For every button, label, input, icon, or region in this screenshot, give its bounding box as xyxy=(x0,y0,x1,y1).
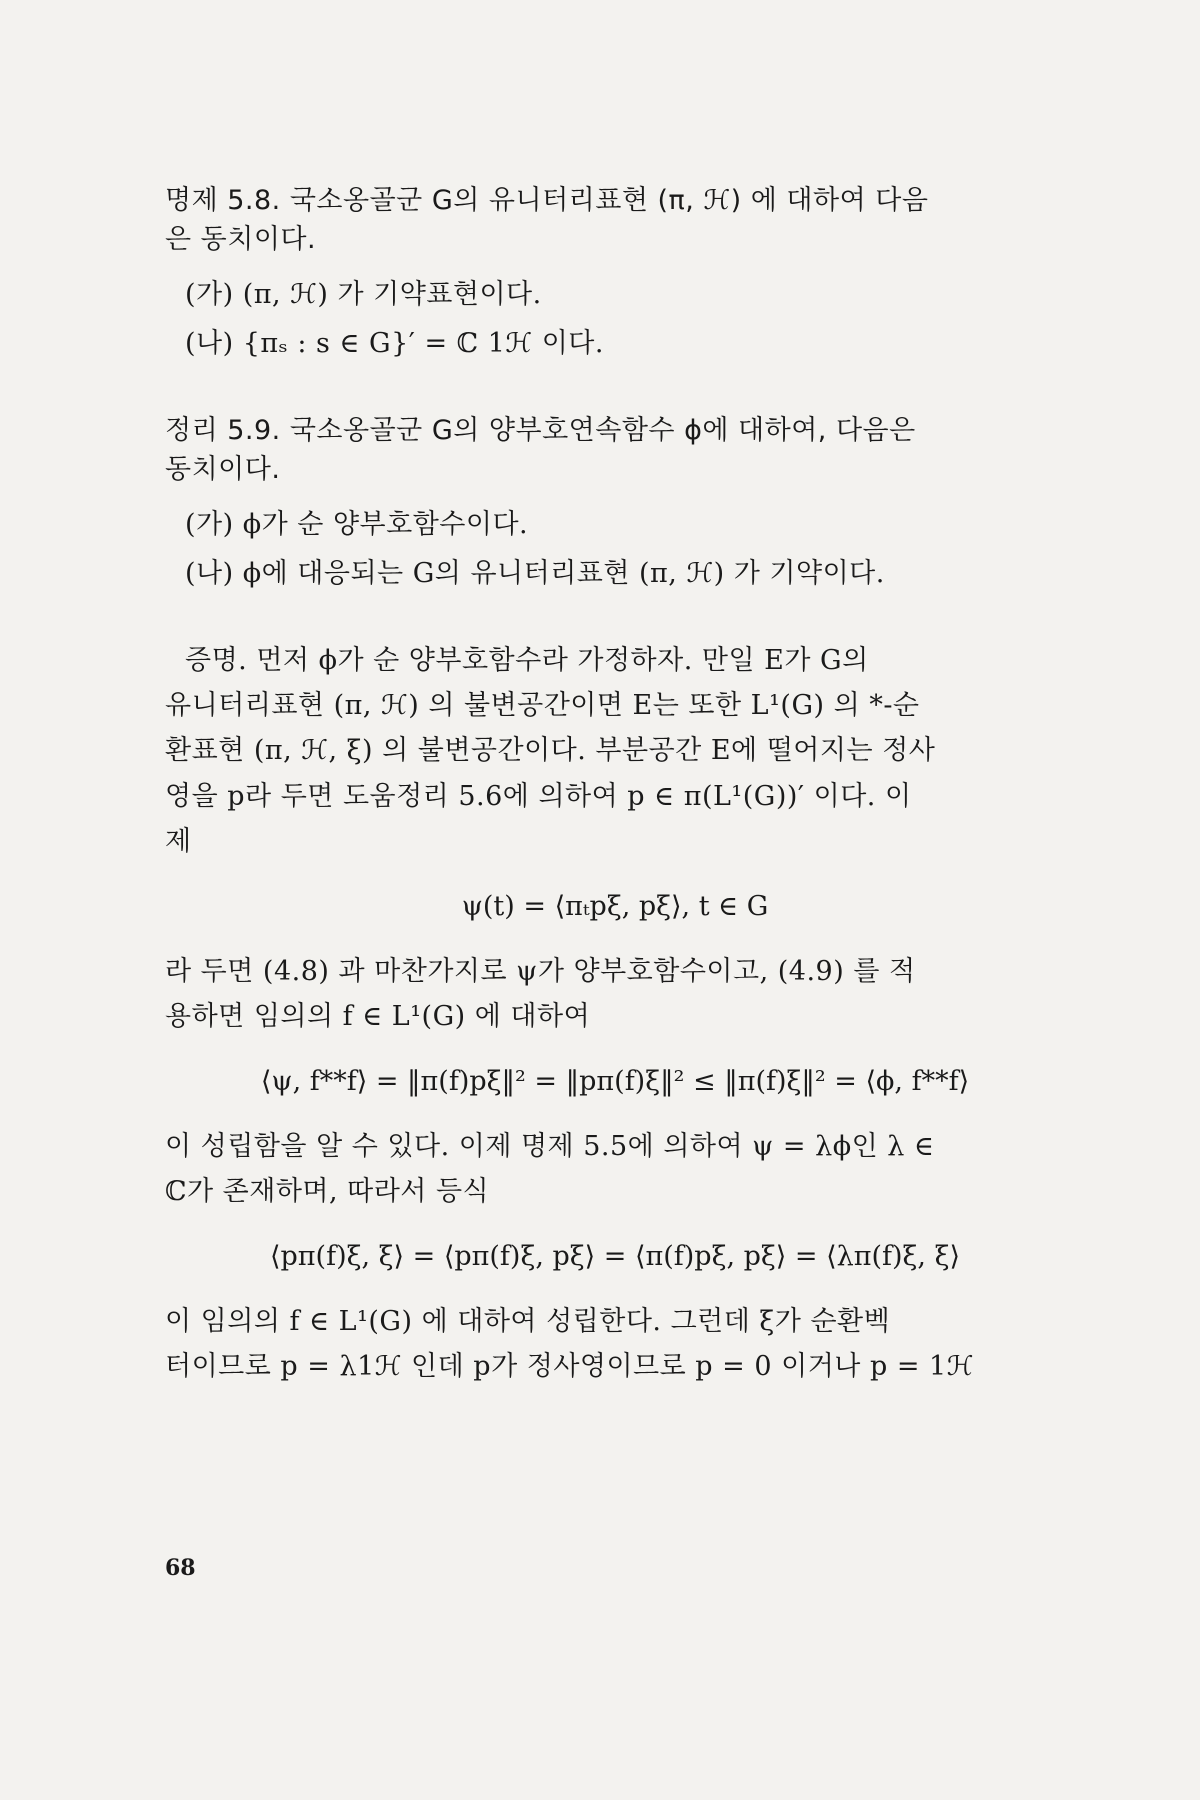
equation-psi-definition: ψ(t) = ⟨πₜpξ, pξ⟩, t ∈ G xyxy=(461,890,769,922)
proof-line: 제 xyxy=(165,825,192,857)
proposition-5-8 xyxy=(165,185,1065,359)
proposition-line: 명제 5.8. 국소옹골군 G의 유니터리표현 (π, ℋ) 에 대하여 다음 xyxy=(165,185,929,216)
page-number: 68 xyxy=(165,1555,196,1581)
proof-line: 터이므로 p = λ1ℋ 인데 p가 정사영이므로 p = 0 이거나 p = 1ℋ xyxy=(165,1350,974,1382)
theorem-item-a: (가) ϕ가 순 양부호함수이다. xyxy=(185,509,529,541)
proof-line: 용하면 임의의 f ∈ L¹(G) 에 대하여 xyxy=(165,1000,591,1032)
proof-line: 라 두면 (4.8) 과 마찬가지로 ψ가 양부호함수이고, (4.9) 를 적 xyxy=(165,955,916,987)
proof-line: 증명. 먼저 ϕ가 순 양부호함수라 가정하자. 만일 E가 G의 xyxy=(185,645,869,677)
proof-line: 이 임의의 f ∈ L¹(G) 에 대하여 성립한다. 그런데 ξ가 순환벡 xyxy=(165,1305,891,1337)
theorem-line: 정리 5.9. 국소옹골군 G의 양부호연속함수 ϕ에 대하여, 다음은 xyxy=(165,415,916,447)
equation-equality: ⟨pπ(f)ξ, ξ⟩ = ⟨pπ(f)ξ, pξ⟩ = ⟨π(f)pξ, pξ⟩ = ⟨λπ(f)ξ, ξ⟩ xyxy=(269,1240,961,1272)
theorem-5-9 xyxy=(165,415,1065,589)
proposition-item-b: (나) {πₛ : s ∈ G}′ = ℂ 1ℋ 이다. xyxy=(185,328,604,360)
theorem-item-b: (나) ϕ에 대응되는 G의 유니터리표현 (π, ℋ) 가 기약이다. xyxy=(185,558,885,590)
theorem-line: 동치이다. xyxy=(165,454,281,486)
proof-line: ℂ가 존재하며, 따라서 등식 xyxy=(165,1175,490,1207)
proof-line: 환표현 (π, ℋ, ξ) 의 불변공간이다. 부분공간 E에 떨어지는 정사 xyxy=(165,735,936,767)
proof-block xyxy=(165,645,1065,1382)
proposition-line: 은 동치이다. xyxy=(165,224,317,256)
proof-line: 이 성립함을 알 수 있다. 이제 명제 5.5에 의하여 ψ = λϕ인 λ ∈ xyxy=(165,1130,935,1162)
proposition-item-a: (가) (π, ℋ) 가 기약표현이다. xyxy=(185,279,542,311)
equation-inequality: ⟨ψ, f**f⟩ = ‖π(f)pξ‖² = ‖pπ(f)ξ‖² ≤ ‖π(f)ξ‖² = ⟨ϕ, f**f⟩ xyxy=(260,1065,970,1097)
page-content xyxy=(165,185,1065,1382)
proof-line: 영을 p라 두면 도움정리 5.6에 의하여 p ∈ π(L¹(G))′ 이다. 이 xyxy=(165,780,912,812)
proof-line: 유니터리표현 (π, ℋ) 의 불변공간이면 E는 또한 L¹(G) 의 *-순 xyxy=(165,690,920,722)
